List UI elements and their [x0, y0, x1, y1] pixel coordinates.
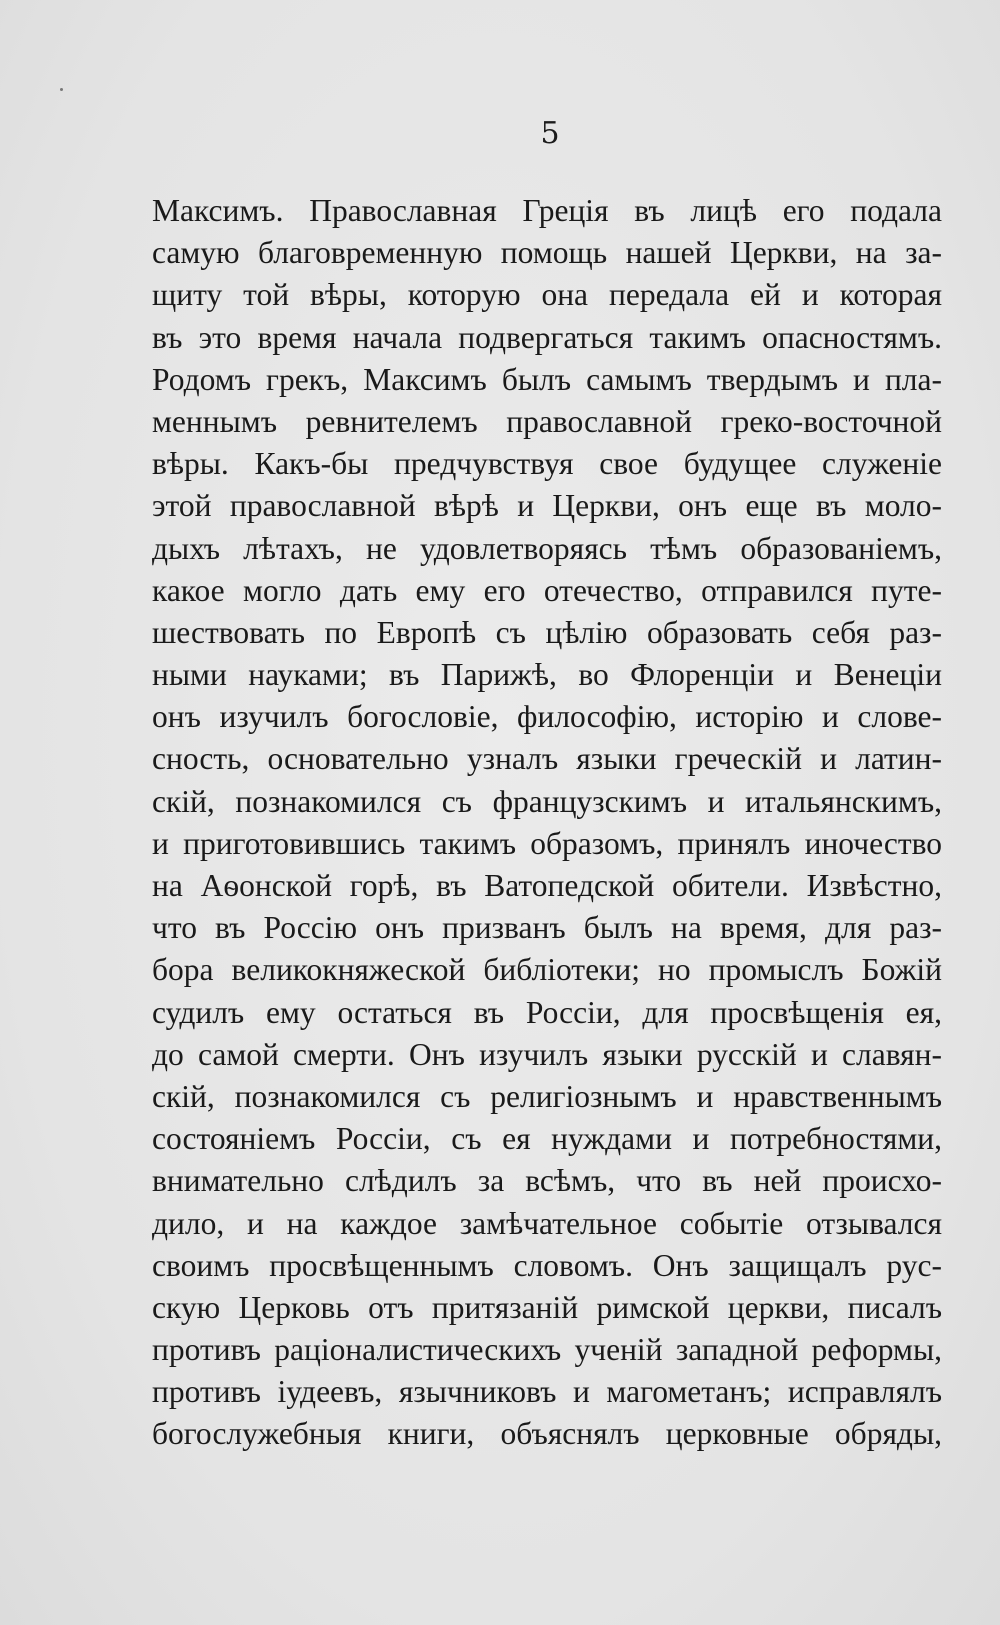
text-line: Родомъ грекъ, Максимъ былъ самымъ твердымъ и пла- [152, 361, 942, 397]
paper-speck [60, 88, 63, 91]
text-line: сность, основательно узналъ языки греческiй и латин- [152, 741, 942, 777]
text-line: ными науками; въ Парижѣ, во Флоренцiи и Венецiи [152, 657, 942, 693]
text-line: скiй, познакомился съ религiознымъ и нравственнымъ [152, 1078, 942, 1114]
text-line: этой православной вѣрѣ и Церкви, онъ еще въ моло- [152, 488, 942, 524]
text-line: бора великокняжеской библiотеки; но промыслъ Божiй [152, 952, 942, 988]
text-line: противъ iудеевъ, язычниковъ и магометанъ; исправлялъ [152, 1374, 942, 1410]
text-line: шествовать по Европѣ съ цѣлiю образовать себя раз- [152, 614, 942, 650]
text-line: состоянiемъ Россiи, съ ея нуждами и потребностями, [152, 1121, 942, 1157]
text-line: своимъ просвѣщеннымъ словомъ. Онъ защищалъ рус- [152, 1247, 942, 1283]
text-line: богослужебныя книги, объяснялъ церковные обряды, [152, 1416, 942, 1452]
text-line: вѣры. Какъ-бы предчувствуя свое будущее служенiе [152, 446, 942, 482]
text-line: онъ изучилъ богословiе, философiю, исторiю и слове- [152, 699, 942, 735]
text-line: до самой смерти. Онъ изучилъ языки русскiй и славян- [152, 1036, 942, 1072]
text-line: дило, и на каждое замѣчательное событiе отзывался [152, 1205, 942, 1241]
text-line: меннымъ ревнителемъ православной греко-восточной [152, 403, 942, 439]
page-number: 5 [540, 116, 560, 151]
text-line: какое могло дать ему его отечество, отправился путе- [152, 572, 942, 608]
text-line: скую Церковь отъ притязанiй римской церкви, писалъ [152, 1289, 942, 1325]
text-line: на Аѳонской горѣ, въ Ватопедской обители. Извѣстно, [152, 868, 942, 903]
text-line: внимательно слѣдилъ за всѣмъ, что въ ней происхо- [152, 1163, 942, 1199]
text-line: скiй, познакомился съ французскимъ и итальянскимъ, [152, 783, 942, 819]
text-line: самую благовременную помощь нашей Церкви, на за- [152, 235, 942, 271]
text-line: щиту той вѣры, которую она передала ей и которая [152, 277, 942, 313]
body-text [152, 190, 942, 1456]
text-line: и приготовившись такимъ образомъ, принялъ иночество [152, 825, 942, 861]
text-line: судилъ ему остаться въ Россiи, для просвѣщенiя ея, [152, 994, 942, 1030]
text-line: противъ рацiоналистическихъ ученiй западной реформы, [152, 1332, 942, 1368]
text-line: дыхъ лѣтахъ, не удовлетворяясь тѣмъ образованiемъ, [152, 530, 942, 566]
text-line: Максимъ. Православная Грецiя въ лицѣ его подала [152, 193, 942, 228]
text-line: что въ Россiю онъ призванъ былъ на время, для раз- [152, 910, 942, 946]
text-line: въ это время начала подвергаться такимъ опасностямъ. [152, 319, 942, 355]
